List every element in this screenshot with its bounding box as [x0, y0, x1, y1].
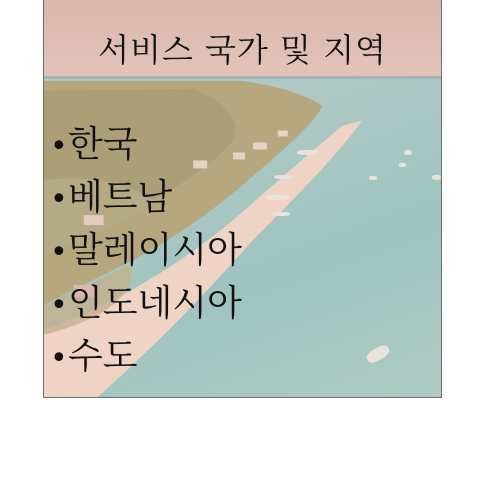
boat: [266, 195, 290, 200]
region-label: 베트남: [68, 177, 173, 218]
boat: [399, 163, 406, 167]
region-label: 인도네시아: [68, 283, 242, 324]
page-title: 서비스 국가 및 지역: [98, 31, 387, 69]
bullet-icon: •: [50, 129, 68, 164]
horizon-line: [44, 76, 441, 79]
list-item: [50, 330, 242, 383]
boat: [297, 150, 319, 155]
service-region-card: [43, 0, 442, 398]
region-list: [50, 118, 242, 383]
bullet-icon: •: [50, 235, 68, 270]
list-item: [50, 224, 242, 277]
boat: [369, 176, 377, 180]
boat: [274, 175, 294, 179]
boat: [432, 175, 441, 180]
boat: [404, 150, 412, 155]
list-item: [50, 277, 242, 330]
region-label: 수도: [68, 336, 138, 377]
region-label: 말레이시아: [68, 230, 242, 271]
list-item: [50, 118, 242, 171]
list-item: [50, 171, 242, 224]
boat: [272, 212, 290, 216]
bullet-icon: •: [50, 341, 68, 376]
bullet-icon: •: [50, 288, 68, 323]
bullet-icon: •: [50, 182, 68, 217]
region-label: 한국: [68, 124, 138, 165]
